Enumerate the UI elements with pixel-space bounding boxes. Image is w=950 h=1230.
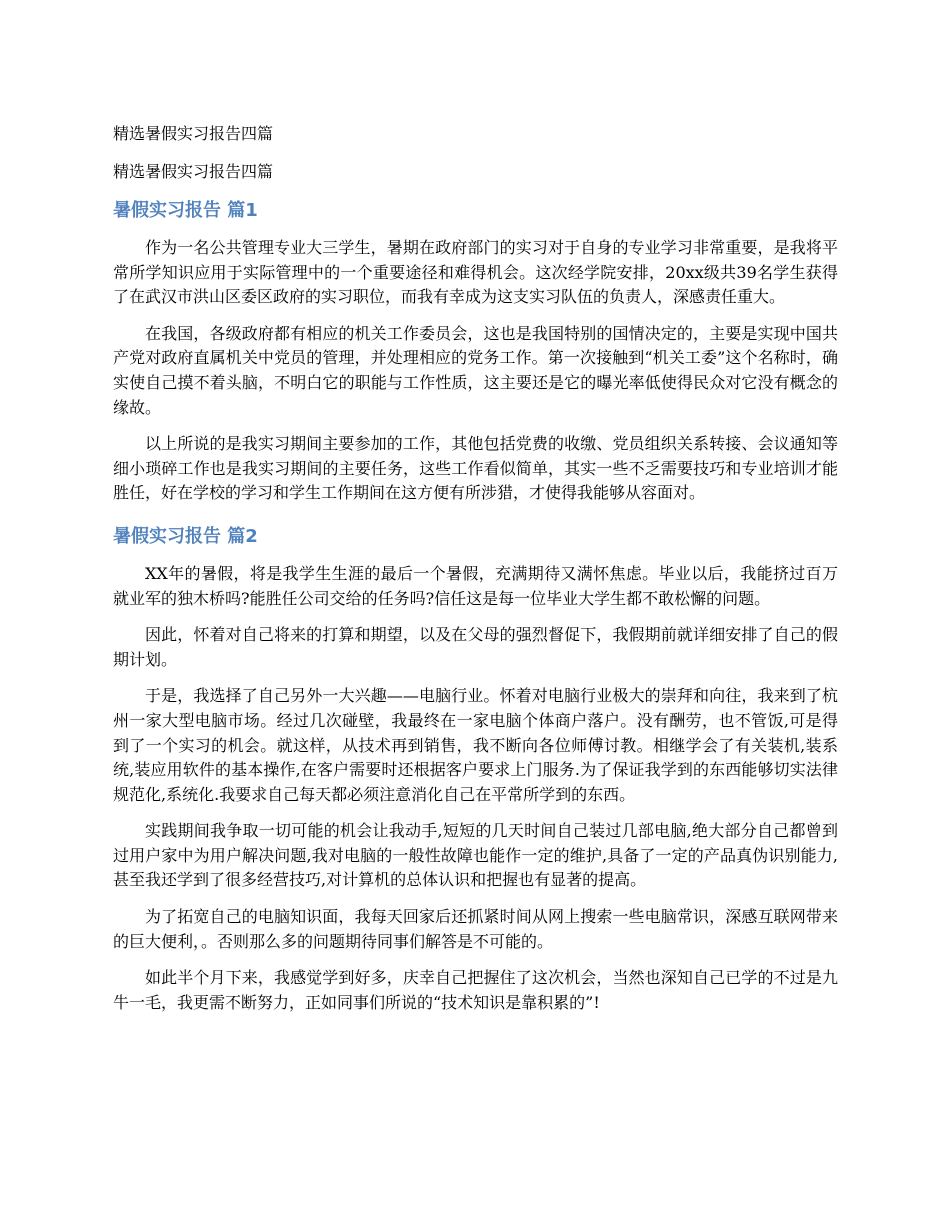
paragraph: 于是，我选择了自己另外一大兴趣——电脑行业。怀着对电脑行业极大的崇拜和向往，我来到了杭州一家大型电脑市场。经过几次碰壁，我最终在一家电脑个体商户落户。没有酬劳，也不管饭,可是得到了一个实习的机会。就这样，从技术再到销售，我不断向各位师傅讨教。相继学会了有关装机,装系统,装应用软件的基本操作,在客户需要时还根据客户要求上门服务.为了保证我学到的东西能够切实法律规范化,系统化.我要求自己每天都必须注意消化自己在平常所学到的东西。 [113,686,838,804]
paragraph: 因此，怀着对自己将来的打算和期望，以及在父母的强烈督促下，我假期前就详细安排了自己的假期计划。 [113,625,838,669]
paragraph: 在我国，各级政府都有相应的机关工作委员会，这也是我国特别的国情决定的，主要是实现中国共产党对政府直属机关中党员的管理，并处理相应的党务工作。第一次接触到“机关工委”这个名称时，确实使自己摸不着头脑，不明白它的职能与工作性质，这主要还是它的曝光率低使得民众对它没有概念的缘故。 [113,323,838,417]
section-2 [113,524,838,1016]
section-1 [113,198,838,506]
section-heading: 暑假实习报告 篇1 [113,200,258,221]
document-subtitle: 精选暑假实习报告四篇 [113,162,274,181]
section-heading: 暑假实习报告 篇2 [113,525,258,547]
document-page [113,122,838,1027]
paragraph: 以上所说的是我实习期间主要参加的工作，其他包括党费的收缴、党员组织关系转接、会议通知等细小琐碎工作也是我实习期间的主要任务，这些工作看似简单，其实一些不乏需要技巧和专业培训才能胜任，好在学校的学习和学生工作期间在这方便有所涉猎，才使得我能够从容面对。 [113,434,838,503]
paragraph: 作为一名公共管理专业大三学生，暑期在政府部门的实习对于自身的专业学习非常重要，是我将平常所学知识应用于实际管理中的一个重要途径和难得机会。这次经学院安排，20xx级共39名学生获得了在武汉市洪山区委区政府的实习职位，而我有幸成为这支实习队伍的负责人，深感责任重大。 [113,238,838,307]
document-title: 精选暑假实习报告四篇 [113,124,274,143]
section-divider [113,518,838,522]
paragraph: 如此半个月下来，我感觉学到好多，庆幸自己把握住了这次机会，当然也深知自己已学的不过是九牛一毛，我更需不断努力，正如同事们所说的“技术知识是靠积累的”! [113,968,838,1012]
paragraph: 实践期间我争取一切可能的机会让我动手,短短的几天时间自己装过几部电脑,绝大部分自己都曾到过用户家中为用户解决问题,我对电脑的一般性故障也能作一定的维护,具备了一定的产品真伪识别能力,甚至我还学到了很多经营技巧,对计算机的总体认识和把握也有显著的提高。 [113,821,838,890]
paragraph: 为了拓宽自己的电脑知识面，我每天回家后还抓紧时间从网上搜索一些电脑常识，深感互联网带来的巨大便利，。否则那么多的问题期待同事们解答是不可能的。 [113,907,838,951]
paragraph: XX年的暑假，将是我学生生涯的最后一个暑假，充满期待又满怀焦虑。毕业以后，我能挤过百万就业军的独木桥吗?能胜任公司交给的任务吗?信任这是每一位毕业大学生都不敢松懈的问题。 [113,563,838,608]
